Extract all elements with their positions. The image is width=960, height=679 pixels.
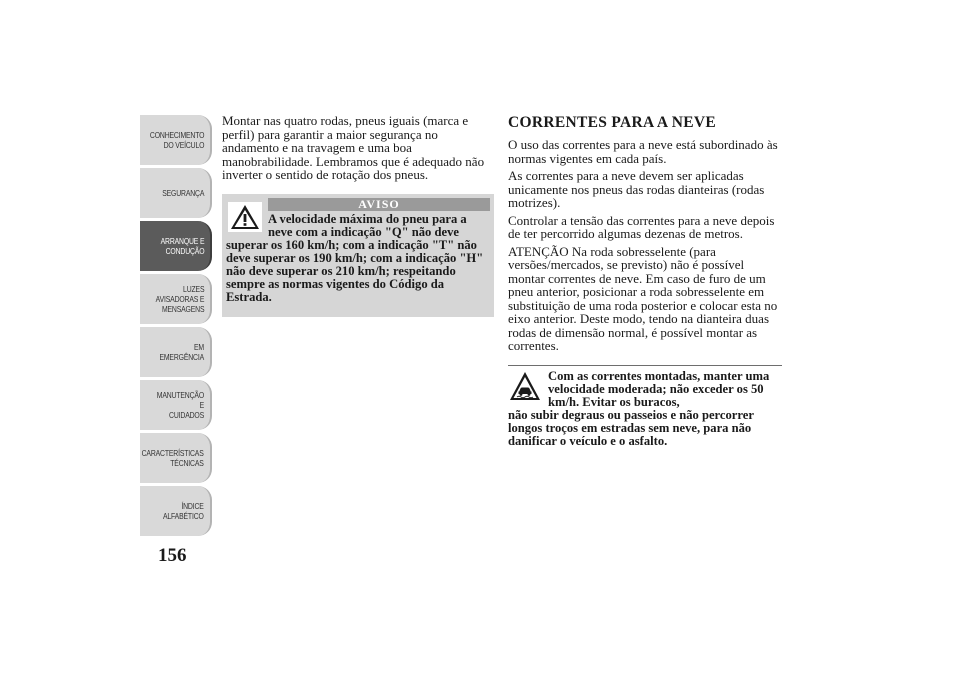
chains-paragraph: Controlar a tensão das correntes para a neve depois de ter percorrido algumas dezenas de metros. bbox=[508, 212, 775, 241]
warning-text-rest: superar os 160 km/h; com a indicação "T" não deve superar os 190 km/h; com a indicação "H" não deve superar os 210 km/h; respeitando sempre as normas vigentes do Código da Estrada. bbox=[226, 237, 484, 304]
right-column bbox=[508, 114, 782, 448]
tab-label: ÍNDICE ALFABÉTICO bbox=[163, 501, 204, 521]
tab-label: EM EMERGÊNCIA bbox=[159, 342, 204, 362]
tab-label: SEGURANÇA bbox=[161, 188, 204, 198]
car-skid-icon bbox=[508, 370, 542, 404]
warning-header: AVISO bbox=[268, 198, 490, 211]
left-column bbox=[222, 114, 494, 317]
tab-label: LUZES AVISADORAS E MENSAGENS bbox=[155, 284, 204, 314]
tab-luzes[interactable] bbox=[140, 274, 212, 324]
chains-paragraph: ATENÇÃO Na roda sobresselente (para versões/mercados, se previsto) não é possível montar correntes de neve. Em caso de furo de um pneu anterior, posicionar a roda sobresselente em substituição de uma roda posterior e colocar esta no eixo anterior. Deste modo, tendo na dianteira duas rodas de dimensão normal, é possível montar as correntes. bbox=[508, 243, 778, 353]
note-text-rest: não subir degraus ou passeios e não percorrer longos troços em estradas sem neve, para não danificar o veículo e o asfalto. bbox=[508, 407, 754, 448]
tab-manutencao[interactable] bbox=[140, 380, 212, 430]
page-number: 156 bbox=[158, 545, 187, 566]
warning-text bbox=[226, 213, 490, 304]
tab-conhecimento[interactable] bbox=[140, 115, 212, 165]
tab-emergencia[interactable] bbox=[140, 327, 212, 377]
chapter-tabs bbox=[140, 115, 212, 539]
tab-indice[interactable] bbox=[140, 486, 212, 536]
section-title: CORRENTES PARA A NEVE bbox=[508, 114, 716, 131]
warning-box bbox=[222, 194, 494, 317]
tab-caracteristicas[interactable] bbox=[140, 433, 212, 483]
note-text-first: Com as correntes montadas, manter uma velocidade moderada; não exceder os 50 km/h. Evitar os buracos, bbox=[548, 368, 770, 409]
tab-label: CONHECIMENTO DO VEÍCULO bbox=[149, 130, 204, 150]
chains-paragraph: As correntes para a neve devem ser aplicadas unicamente nos pneus das rodas dianteiras (rodas motrizes). bbox=[508, 168, 765, 210]
tab-label: CARACTERÍSTICAS TÉCNICAS bbox=[141, 448, 204, 468]
warning-triangle-icon bbox=[228, 202, 262, 232]
speed-note bbox=[508, 365, 782, 448]
note-text bbox=[508, 370, 782, 448]
tab-label: MANUTENÇÃO E CUIDADOS bbox=[156, 390, 204, 420]
tab-seguranca[interactable] bbox=[140, 168, 212, 218]
tyre-paragraph: Montar nas quatro rodas, pneus iguais (marca e perfil) para garantir a maior segurança no andamento e na travagem e uma boa manobrabilidade. Lembramos que é adequado não inverter o sentido de rotação dos pneus. bbox=[222, 113, 485, 182]
chains-paragraph: O uso das correntes para a neve está subordinado às normas vigentes em cada país. bbox=[508, 137, 778, 166]
tab-arranque[interactable] bbox=[140, 221, 212, 271]
warning-text-first: A velocidade máxima do pneu para a neve com a indicação "Q" não deve bbox=[268, 211, 467, 239]
tab-label: ARRANQUE E CONDUÇÃO bbox=[160, 236, 204, 256]
